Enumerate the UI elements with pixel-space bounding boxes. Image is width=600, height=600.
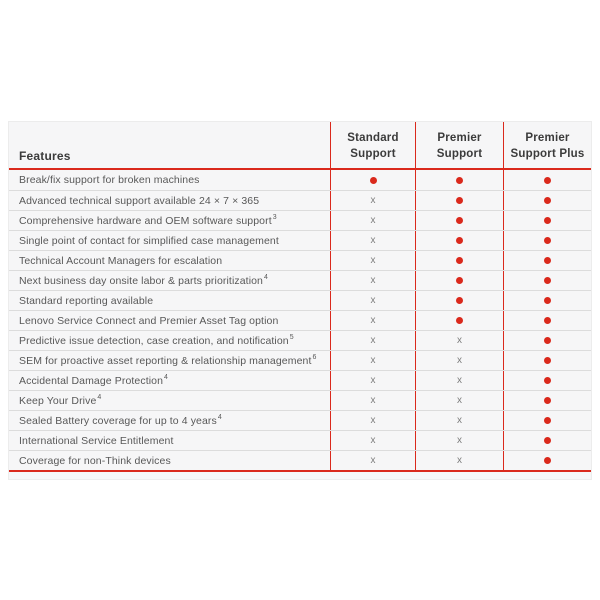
feature-text: International Service Entitlement — [19, 434, 174, 447]
premier-support-plus-cell — [503, 331, 591, 350]
included-dot-icon — [544, 177, 551, 184]
premier-support-plus-cell — [503, 391, 591, 410]
included-dot-icon — [456, 237, 463, 244]
feature-label — [9, 391, 330, 410]
premier-support-plus-column-header: Premier Support Plus — [503, 122, 591, 168]
feature-text: Single point of contact for simplified case management — [19, 234, 279, 247]
feature-label — [9, 431, 330, 450]
feature-text: Comprehensive hardware and OEM software support — [19, 214, 272, 227]
feature-row — [9, 370, 591, 390]
standard-support-cell — [330, 191, 415, 210]
feature-text: SEM for proactive asset reporting & relationship management — [19, 354, 312, 367]
included-dot-icon — [544, 257, 551, 264]
included-dot-icon — [544, 297, 551, 304]
feature-label — [9, 371, 330, 390]
included-dot-icon — [456, 197, 463, 204]
standard-support-cell — [330, 331, 415, 350]
feature-label — [9, 291, 330, 310]
standard-support-cell — [330, 311, 415, 330]
not-included-x-icon: x — [370, 374, 376, 386]
premier-support-plus-cell — [503, 431, 591, 450]
feature-row — [9, 450, 591, 470]
not-included-x-icon: x — [457, 414, 462, 426]
included-dot-icon — [456, 297, 463, 304]
table-body — [9, 170, 591, 470]
premier-support-cell — [415, 191, 503, 210]
feature-row — [9, 430, 591, 450]
feature-text: Predictive issue detection, case creation, and notification — [19, 334, 289, 347]
standard-support-cell — [330, 411, 415, 430]
premier-support-cell — [415, 371, 503, 390]
premier-support-cell — [415, 291, 503, 310]
not-included-x-icon: x — [457, 374, 462, 386]
feature-label — [9, 351, 330, 370]
feature-row — [9, 210, 591, 230]
premier-support-plus-cell — [503, 191, 591, 210]
feature-text: Technical Account Managers for escalation — [19, 254, 223, 267]
included-dot-icon — [456, 317, 463, 324]
premier-support-cell — [415, 231, 503, 250]
premier-support-cell — [415, 271, 503, 290]
table-bottom-rule — [9, 470, 591, 472]
feature-label — [9, 331, 330, 350]
feature-row — [9, 330, 591, 350]
standard-support-cell — [330, 170, 415, 190]
feature-text: Keep Your Drive — [19, 394, 97, 407]
included-dot-icon — [544, 237, 551, 244]
included-dot-icon — [456, 257, 463, 264]
included-dot-icon — [544, 457, 551, 464]
included-dot-icon — [456, 277, 463, 284]
footnote-marker: 4 — [217, 414, 222, 421]
feature-label — [9, 311, 330, 330]
footnote-marker: 4 — [97, 394, 102, 401]
not-included-x-icon: x — [457, 454, 462, 466]
premier-support-cell — [415, 451, 503, 470]
premier-support-plus-cell — [503, 371, 591, 390]
standard-support-cell — [330, 251, 415, 270]
not-included-x-icon: x — [370, 394, 376, 406]
feature-label — [9, 251, 330, 270]
not-included-x-icon: x — [370, 194, 376, 206]
not-included-x-icon: x — [370, 454, 376, 466]
premier-support-cell — [415, 351, 503, 370]
premier-support-plus-cell — [503, 351, 591, 370]
premier-support-cell — [415, 391, 503, 410]
not-included-x-icon: x — [370, 314, 376, 326]
premier-support-plus-cell — [503, 170, 591, 190]
premier-support-plus-cell — [503, 291, 591, 310]
feature-row — [9, 350, 591, 370]
feature-row — [9, 250, 591, 270]
included-dot-icon — [544, 197, 551, 204]
feature-text: Accidental Damage Protection — [19, 374, 164, 387]
not-included-x-icon: x — [457, 394, 462, 406]
features-column-header: Features — [19, 149, 71, 163]
standard-support-cell — [330, 271, 415, 290]
feature-text: Advanced technical support available 24 × 7 × 365 — [19, 194, 260, 207]
footnote-marker: 4 — [264, 274, 269, 281]
feature-row — [9, 190, 591, 210]
standard-support-cell — [330, 431, 415, 450]
standard-support-cell — [330, 391, 415, 410]
standard-support-cell — [330, 211, 415, 230]
feature-label — [9, 191, 330, 210]
not-included-x-icon: x — [370, 274, 376, 286]
feature-label — [9, 170, 330, 190]
feature-row — [9, 170, 591, 190]
standard-support-cell — [330, 371, 415, 390]
feature-text: Coverage for non-Think devices — [19, 454, 171, 467]
premier-support-plus-cell — [503, 231, 591, 250]
support-comparison-table — [8, 121, 592, 480]
premier-support-cell — [415, 331, 503, 350]
table-header-row — [9, 122, 591, 170]
standard-support-cell — [330, 291, 415, 310]
included-dot-icon — [544, 357, 551, 364]
feature-row — [9, 290, 591, 310]
premier-support-column-header: Premier Support — [415, 122, 503, 168]
feature-label — [9, 451, 330, 470]
premier-support-plus-cell — [503, 451, 591, 470]
standard-support-cell — [330, 231, 415, 250]
not-included-x-icon: x — [370, 294, 376, 306]
included-dot-icon — [544, 437, 551, 444]
feature-text: Next business day onsite labor & parts prioritization — [19, 274, 264, 287]
included-dot-icon — [544, 337, 551, 344]
not-included-x-icon: x — [370, 334, 376, 346]
premier-support-cell — [415, 431, 503, 450]
premier-support-cell — [415, 411, 503, 430]
footnote-marker: 6 — [312, 354, 317, 361]
not-included-x-icon: x — [457, 334, 462, 346]
not-included-x-icon: x — [370, 214, 376, 226]
feature-row — [9, 230, 591, 250]
not-included-x-icon: x — [370, 354, 376, 366]
not-included-x-icon: x — [370, 254, 376, 266]
premier-support-cell — [415, 170, 503, 190]
not-included-x-icon: x — [457, 434, 462, 446]
footnote-marker: 5 — [289, 334, 294, 341]
standard-support-cell — [330, 351, 415, 370]
premier-support-cell — [415, 311, 503, 330]
feature-row — [9, 270, 591, 290]
feature-text: Sealed Battery coverage for up to 4 years — [19, 414, 217, 427]
included-dot-icon — [544, 277, 551, 284]
feature-row — [9, 410, 591, 430]
feature-text: Break/fix support for broken machines — [19, 174, 200, 186]
feature-label — [9, 411, 330, 430]
not-included-x-icon: x — [370, 434, 376, 446]
standard-support-cell — [330, 451, 415, 470]
included-dot-icon — [544, 317, 551, 324]
premier-support-plus-cell — [503, 311, 591, 330]
included-dot-icon — [544, 217, 551, 224]
premier-support-cell — [415, 251, 503, 270]
premier-support-plus-cell — [503, 251, 591, 270]
feature-row — [9, 310, 591, 330]
standard-support-column-header: Standard Support — [330, 122, 415, 168]
feature-label — [9, 271, 330, 290]
included-dot-icon — [544, 417, 551, 424]
included-dot-icon — [544, 397, 551, 404]
not-included-x-icon: x — [370, 234, 376, 246]
feature-text: Lenovo Service Connect and Premier Asset Tag option — [19, 314, 279, 327]
included-dot-icon — [370, 177, 377, 184]
premier-support-plus-cell — [503, 411, 591, 430]
feature-label — [9, 231, 330, 250]
feature-row — [9, 390, 591, 410]
premier-support-plus-cell — [503, 271, 591, 290]
premier-support-cell — [415, 211, 503, 230]
included-dot-icon — [456, 217, 463, 224]
included-dot-icon — [456, 177, 463, 184]
feature-label — [9, 211, 330, 230]
footnote-marker: 3 — [272, 214, 277, 221]
premier-support-plus-cell — [503, 211, 591, 230]
included-dot-icon — [544, 377, 551, 384]
footnote-marker: 4 — [164, 374, 169, 381]
not-included-x-icon: x — [457, 354, 462, 366]
not-included-x-icon: x — [370, 414, 376, 426]
feature-text: Standard reporting available — [19, 294, 154, 307]
